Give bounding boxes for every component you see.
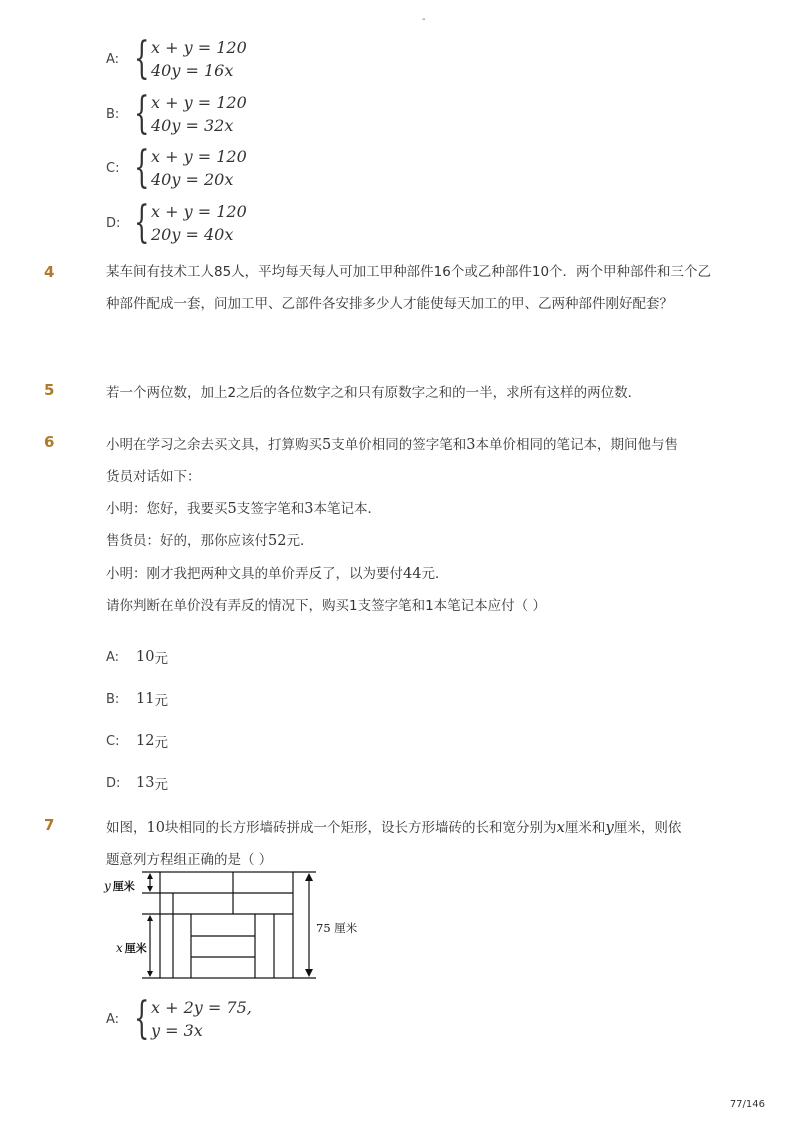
option-unit: 元 bbox=[154, 693, 168, 709]
option-label: D: bbox=[106, 775, 121, 791]
dialogue-line-3 bbox=[106, 562, 448, 582]
dialogue-line-2 bbox=[106, 529, 313, 549]
brace-icon: { bbox=[134, 993, 150, 1044]
brace-icon: { bbox=[134, 33, 150, 84]
q6-option-a[interactable] bbox=[106, 647, 168, 667]
text-segment: 小明：刚才我把两种文具的单价弄反了，以为要付 bbox=[106, 566, 403, 582]
x-dimension-label: x 厘米 bbox=[116, 941, 147, 955]
outer-rectangle bbox=[160, 872, 293, 978]
option-label: A: bbox=[106, 649, 120, 665]
q6-option-b[interactable] bbox=[106, 689, 168, 709]
equation-2: y = 3x bbox=[151, 1021, 203, 1040]
text-segment: 厘米，则依 bbox=[613, 820, 682, 836]
arrow-down-icon bbox=[147, 971, 153, 977]
text-segment: 块相同的长方形墙砖拼成一个矩形，设长方形墙砖的长和宽分别为 bbox=[164, 820, 557, 836]
number: 5 bbox=[322, 437, 332, 453]
text-segment: 如图， bbox=[106, 820, 147, 836]
q3-option-d[interactable] bbox=[106, 197, 247, 248]
text-segment: 支签字笔和 bbox=[236, 501, 305, 517]
arrow-up-icon bbox=[305, 873, 313, 881]
equation-2: 20y = 40x bbox=[151, 225, 234, 244]
option-label: B: bbox=[106, 106, 120, 122]
option-unit: 元 bbox=[154, 651, 168, 667]
question-7-text bbox=[106, 816, 681, 836]
variable: y bbox=[605, 818, 614, 836]
option-value: 10 bbox=[136, 649, 155, 665]
brace-icon: { bbox=[134, 142, 150, 193]
option-label: B: bbox=[106, 691, 120, 707]
question-number-6: 6 bbox=[44, 433, 55, 451]
option-value: 12 bbox=[136, 733, 155, 749]
question-number-4: 4 bbox=[44, 263, 55, 281]
number: 10 bbox=[146, 820, 165, 836]
option-value: 11 bbox=[136, 691, 155, 707]
option-value: 13 bbox=[136, 775, 155, 791]
arrow-up-icon bbox=[147, 915, 153, 921]
option-unit: 元 bbox=[154, 777, 168, 793]
q3-option-c[interactable] bbox=[106, 142, 247, 193]
equation-2: 40y = 20x bbox=[151, 170, 234, 189]
option-label: C: bbox=[106, 160, 120, 176]
text-segment: 本单价相同的笔记本，期间他与售 bbox=[475, 437, 678, 453]
option-label: C: bbox=[106, 733, 120, 749]
equation-1: x + y = 120 bbox=[151, 202, 247, 221]
number: 3 bbox=[466, 437, 476, 453]
question-number-7: 7 bbox=[44, 816, 55, 834]
option-label: D: bbox=[106, 215, 121, 231]
arrow-down-icon bbox=[147, 886, 153, 892]
arrow-up-icon bbox=[147, 873, 153, 879]
number: 52 bbox=[268, 533, 287, 549]
question-7-text-2: 题意列方程组正确的是（ ） bbox=[106, 852, 273, 868]
page-number: 77/146 bbox=[729, 1099, 765, 1110]
arrow-down-icon bbox=[305, 969, 313, 977]
tile-figure bbox=[100, 868, 370, 984]
equation-2: 40y = 32x bbox=[151, 116, 234, 135]
equation-1: x + 2y = 75, bbox=[151, 998, 252, 1017]
text-segment: 元． bbox=[421, 566, 449, 582]
text-segment: 售货员：好的，那你应该付 bbox=[106, 533, 268, 549]
number: 44 bbox=[403, 566, 422, 582]
question-number-5: 5 bbox=[44, 381, 55, 399]
q6-option-c[interactable] bbox=[106, 731, 168, 751]
brace-icon: { bbox=[134, 88, 150, 139]
question-6-prompt: 请你判断在单价没有弄反的情况下，购买1支签字笔和1本笔记本应付（ ） bbox=[106, 598, 546, 614]
number: 3 bbox=[304, 501, 314, 517]
text-segment: 本笔记本． bbox=[313, 501, 381, 517]
question-5-text: 若一个两位数，加上2之后的各位数字之和只有原数字之和的一半，求所有这样的两位数． bbox=[106, 385, 642, 401]
height-dimension-label: 75 厘米 bbox=[316, 921, 358, 935]
equation-1: x + y = 120 bbox=[151, 38, 247, 57]
option-label: A: bbox=[106, 1011, 120, 1027]
q3-option-b[interactable] bbox=[106, 88, 247, 139]
equation-2: 40y = 16x bbox=[151, 61, 234, 80]
q7-option-a[interactable] bbox=[106, 993, 252, 1044]
equation-1: x + y = 120 bbox=[151, 93, 247, 112]
text-segment: 支单价相同的签字笔和 bbox=[331, 437, 467, 453]
text-segment: 小明：您好，我要买 bbox=[106, 501, 228, 517]
equation-1: x + y = 120 bbox=[151, 147, 247, 166]
brace-icon: { bbox=[134, 197, 150, 248]
y-dimension-label: y 厘米 bbox=[104, 879, 135, 893]
question-6-intro-2: 货员对话如下： bbox=[106, 469, 201, 485]
dialogue-line-1 bbox=[106, 497, 381, 517]
question-4-text: 某车间有技术工人85人，平均每天每人可加工甲种部件16个或乙种部件10个．两个甲种部件和三个乙种部件配成一套，问加工甲、乙部件各安排多少人才能使每天加工的甲、乙两种部件刚好配套？ bbox=[106, 264, 712, 312]
text-segment: 厘米和 bbox=[564, 820, 606, 836]
q6-option-d[interactable] bbox=[106, 773, 168, 793]
q3-option-a[interactable] bbox=[106, 33, 247, 84]
question-6-intro bbox=[106, 433, 678, 453]
number: 5 bbox=[227, 501, 237, 517]
page-top-mark: - bbox=[422, 14, 426, 25]
variable: x bbox=[556, 818, 565, 836]
text-segment: 小明在学习之余去买文具，打算购买 bbox=[106, 437, 322, 453]
text-segment: 元． bbox=[286, 533, 314, 549]
option-label: A: bbox=[106, 51, 120, 67]
option-unit: 元 bbox=[154, 735, 168, 751]
